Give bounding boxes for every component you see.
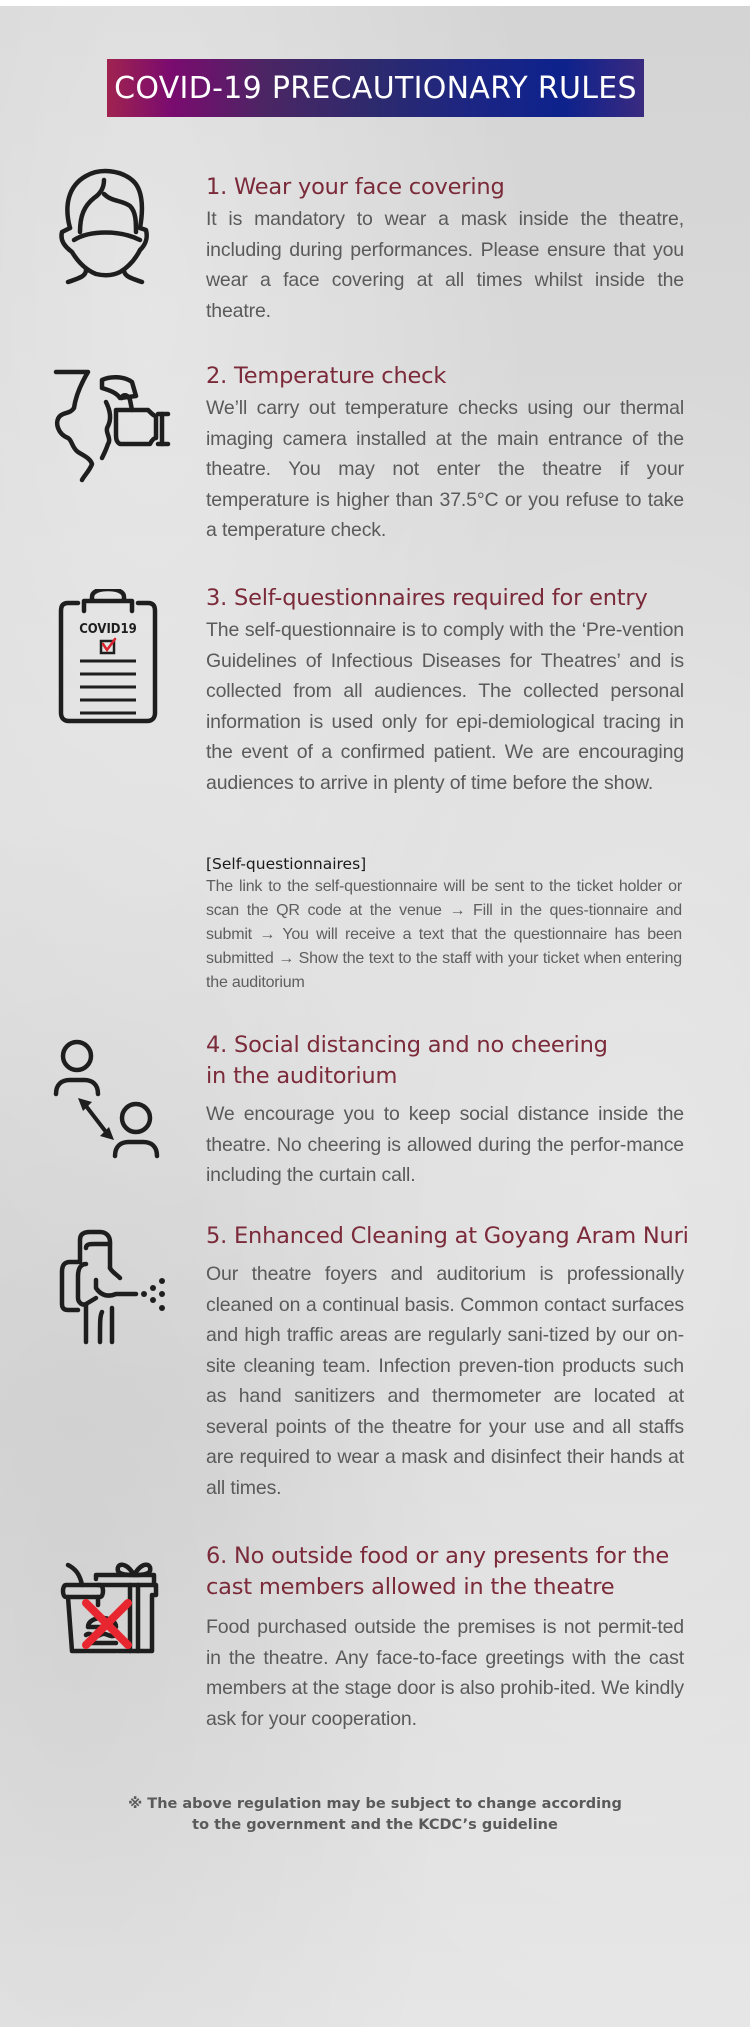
rule-heading: 5. Enhanced Cleaning at Goyang Aram Nuri [206,1223,689,1249]
thermal-camera-icon [52,368,182,483]
disclaimer-footnote [0,1794,750,1836]
rule-heading: 6. No outside food or any presents for the cast members allowed in the theatre [206,1543,670,1600]
no-food-gifts-icon [56,1551,166,1661]
footnote-line-1: ※ The above regulation may be subject to change according [128,1796,622,1812]
rule-heading: 3. Self-questionnaires required for entry [206,585,648,611]
rule-body: The self-questionnaire is to comply with the ‘Pre-vention Guidelines of Infectious Diseases for Theatres’ and is collected from all audiences. The collected personal information is used only for epi-demiological tracing in the event of a confirmed patient. We are encouraging audiences to arrive in plenty of time before the show. [206,619,684,794]
clipboard-icon [58,589,158,724]
footnote-line-2: to the government and the KCDC’s guideline [192,1817,558,1833]
rule-body: Food purchased outside the premises is not permit-ted in the theatre. Any face-to-face greetings with the cast members at the stage door is also prohib-ited. We kindly ask for your cooperation. [206,1616,684,1730]
rule-body: We’ll carry out temperature checks using our thermal imaging camera installed at the main entrance of the theatre. You may not enter the theatre if your temperature is higher than 37.5°C or you refuse to take a temperature check. [206,397,684,541]
title-banner [107,59,644,117]
poster-background [0,6,750,2027]
disinfection-sprayer-icon [56,1228,186,1346]
subsection-body: The link to the self-questionnaire will be sent to the ticket holder or scan the QR code at the venue → Fill in the ques-tionnaire and submit → You will receive a text that the questionnaire has been submitted → Show the text to the staff with your ticket when entering the auditorium [206,878,682,991]
face-mask-icon [50,166,160,286]
social-distance-icon [52,1036,182,1166]
rule-body: It is mandatory to wear a mask inside the theatre, including during performances. Please ensure that you wear a face covering at all times whilst inside the theatre. [206,208,684,322]
rule-body: We encourage you to keep social distance inside the theatre. No cheering is allowed during the perfor-mance including the curtain call. [206,1103,684,1186]
page-title: COVID-19 PRECAUTIONARY RULES [114,70,637,106]
rule-heading: 1. Wear your face covering [206,174,505,200]
clipboard-label: COVID19 [79,622,137,637]
rule-body: Our theatre foyers and auditorium is professionally cleaned on a continual basis. Common contact surfaces and high traffic areas are regularly sani-tized by our on-site cleaning team. Infection preven-tion products such as hand sanitizers and thermometer are located at several points of the theatre for your use and all staffs are required to wear a mask and disinfect their hands at all times. [206,1263,684,1499]
rule-heading: 2. Temperature check [206,363,447,389]
subsection-title: [Self-questionnaires] [206,855,367,873]
rule-heading: 4. Social distancing and no cheering in the auditorium [206,1032,608,1089]
